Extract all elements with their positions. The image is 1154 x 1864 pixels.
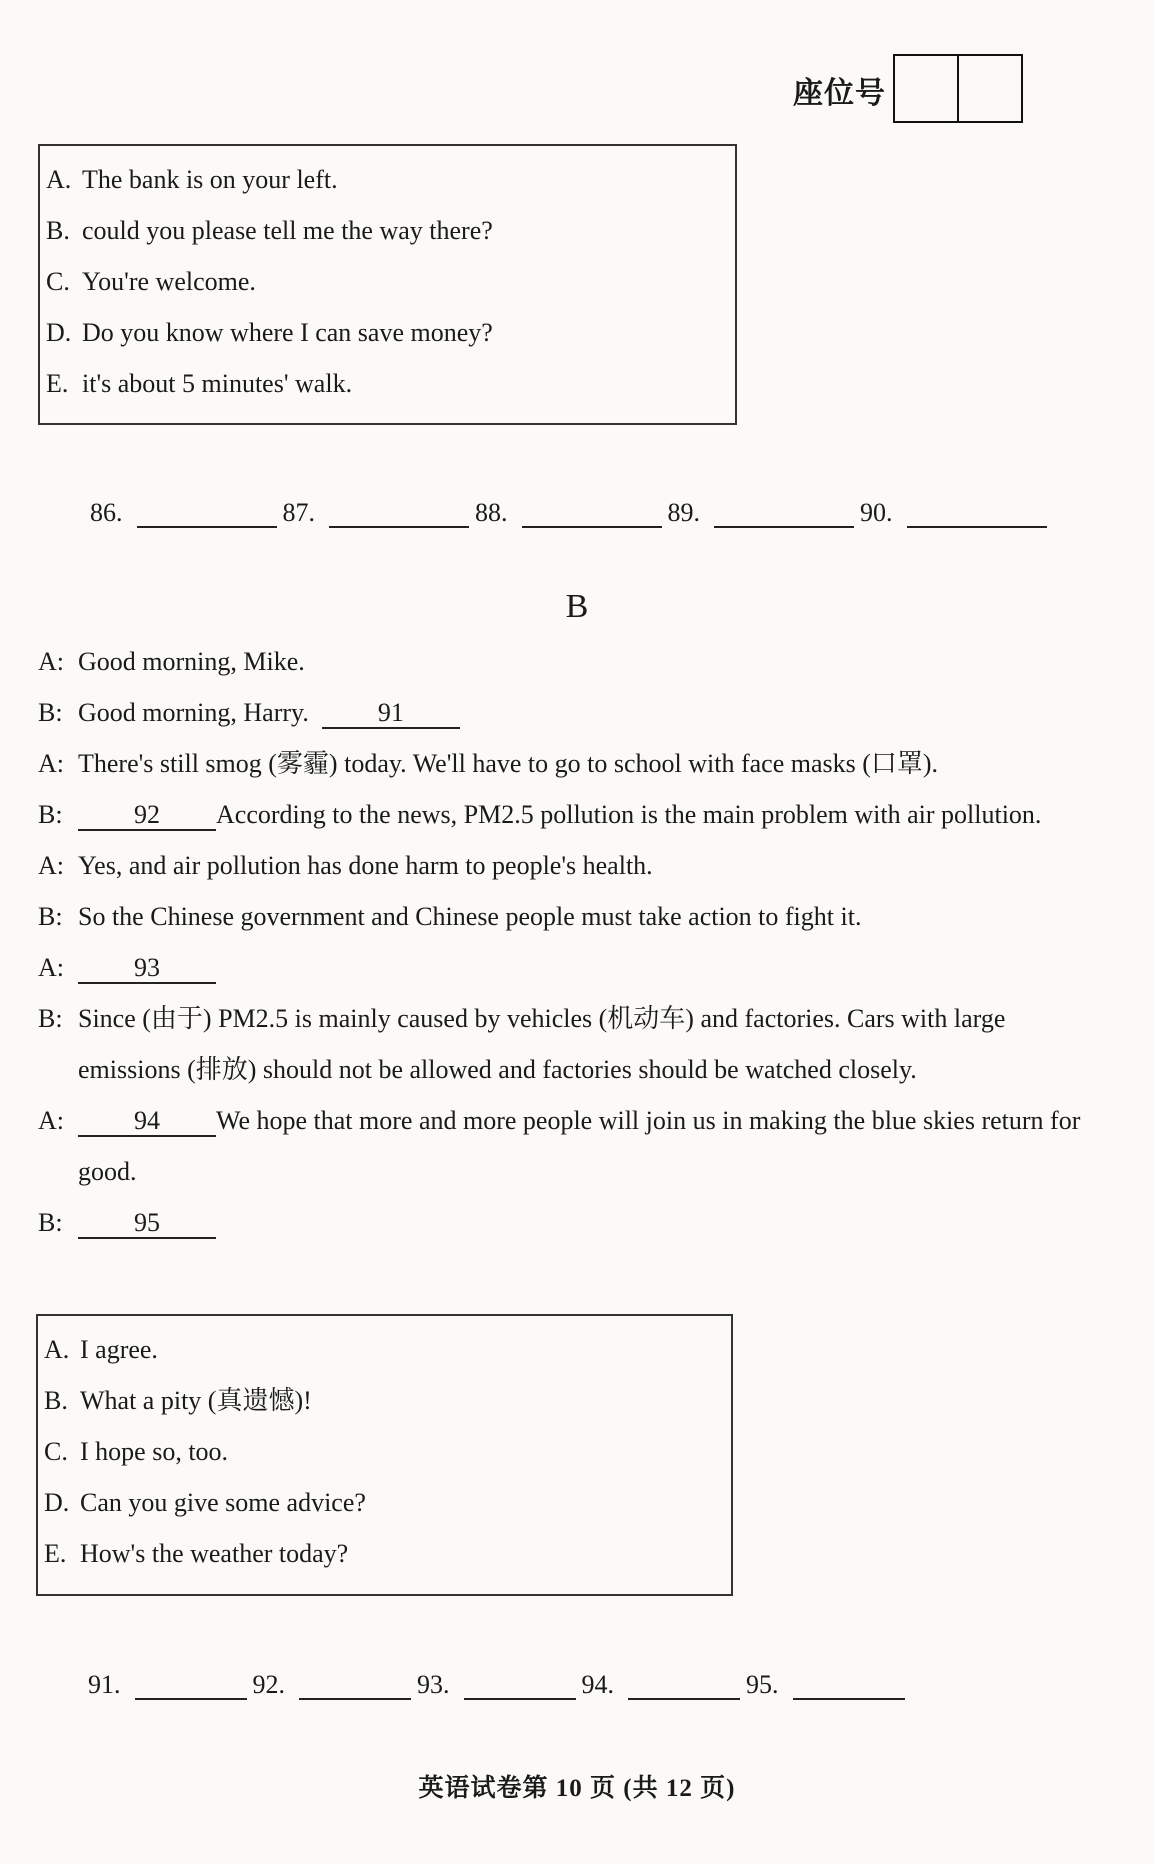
answer-number: 86.	[90, 498, 123, 527]
option-text: could you please tell me the way there?	[82, 216, 493, 245]
dialogue-blank[interactable]: 94	[78, 1107, 216, 1137]
dialogue	[38, 636, 1154, 1248]
answer-number: 89.	[667, 498, 700, 527]
option-row	[44, 1324, 731, 1375]
answer-number: 92.	[252, 1670, 285, 1699]
option-text: How's the weather today?	[80, 1539, 349, 1568]
answer-line-1	[90, 498, 1053, 528]
option-text: it's about 5 minutes' walk.	[82, 369, 353, 398]
answer-number: 93.	[417, 1670, 450, 1699]
line-text: There's still smog (雾霾) today. We'll have to go to school with face masks (口罩).	[78, 749, 939, 778]
answer-blank[interactable]	[299, 1672, 411, 1700]
option-row	[46, 307, 735, 358]
option-letter: D.	[46, 318, 72, 347]
option-row	[46, 358, 735, 409]
option-letter: E.	[44, 1539, 67, 1568]
option-text: What a pity (真遗憾)!	[80, 1386, 312, 1415]
line-text: emissions (排放) should not be allowed and factories should be watched closely.	[78, 1055, 917, 1084]
dialogue-line	[38, 1044, 1154, 1095]
line-text: Since (由于) PM2.5 is mainly caused by vehicles (机动车) and factories. Cars with large	[78, 1004, 1006, 1033]
speaker: B:	[38, 698, 63, 727]
speaker: B:	[38, 800, 63, 829]
seat-number-label: 座位号	[793, 76, 886, 111]
dialogue-line	[38, 1146, 1154, 1197]
option-text: Can you give some advice?	[80, 1488, 366, 1517]
answer-blank[interactable]	[522, 500, 662, 528]
answer-blank[interactable]	[714, 500, 854, 528]
option-text: The bank is on your left.	[82, 165, 338, 194]
dialogue-line	[38, 993, 1154, 1044]
dialogue-line	[38, 942, 1154, 993]
dialogue-line	[38, 1095, 1154, 1146]
line-text: good.	[78, 1157, 137, 1186]
speaker: B:	[38, 902, 63, 931]
option-row	[46, 205, 735, 256]
options-box-a	[38, 144, 737, 425]
line-text: So the Chinese government and Chinese people must take action to fight it.	[78, 902, 862, 931]
speaker: A:	[38, 851, 64, 880]
option-letter: A.	[44, 1335, 70, 1364]
answer-blank[interactable]	[329, 500, 469, 528]
answer-number: 90.	[860, 498, 893, 527]
line-text: Good morning, Mike.	[78, 647, 305, 676]
option-letter: A.	[46, 165, 72, 194]
option-row	[46, 256, 735, 307]
dialogue-line	[38, 687, 1154, 738]
answer-blank[interactable]	[137, 500, 277, 528]
option-text: I agree.	[80, 1335, 158, 1364]
speaker: B:	[38, 1004, 63, 1033]
option-row	[44, 1375, 731, 1426]
dialogue-blank[interactable]: 93	[78, 954, 216, 984]
speaker: A:	[38, 1106, 64, 1135]
answer-blank[interactable]	[628, 1672, 740, 1700]
dialogue-line	[38, 1197, 1154, 1248]
option-letter: D.	[44, 1488, 70, 1517]
dialogue-line	[38, 738, 1154, 789]
option-row	[44, 1528, 731, 1579]
dialogue-blank[interactable]: 95	[78, 1209, 216, 1239]
speaker: B:	[38, 1208, 63, 1237]
options-box-b	[36, 1314, 733, 1596]
line-text: Yes, and air pollution has done harm to people's health.	[78, 851, 653, 880]
seat-number-box[interactable]	[893, 54, 1023, 123]
seat-number-cell[interactable]	[895, 56, 959, 121]
option-row	[44, 1426, 731, 1477]
answer-line-2	[88, 1670, 911, 1700]
answer-number: 88.	[475, 498, 508, 527]
option-letter: C.	[44, 1437, 68, 1466]
answer-number: 94.	[581, 1670, 614, 1699]
speaker: A:	[38, 953, 64, 982]
dialogue-blank[interactable]: 91	[322, 699, 460, 729]
answer-blank[interactable]	[135, 1672, 247, 1700]
section-title: B	[565, 588, 589, 625]
option-letter: B.	[44, 1386, 68, 1415]
seat-number-cell[interactable]	[959, 56, 1021, 121]
answer-blank[interactable]	[907, 500, 1047, 528]
option-letter: E.	[46, 369, 69, 398]
dialogue-blank[interactable]: 92	[78, 801, 216, 831]
option-text: Do you know where I can save money?	[82, 318, 493, 347]
line-text: We hope that more and more people will join us in making the blue skies return for	[216, 1106, 1081, 1135]
answer-number: 91.	[88, 1670, 121, 1699]
dialogue-line	[38, 789, 1154, 840]
speaker: A:	[38, 749, 64, 778]
option-text: You're welcome.	[82, 267, 256, 296]
dialogue-line	[38, 891, 1154, 942]
line-text: According to the news, PM2.5 pollution is the main problem with air pollution.	[216, 800, 1042, 829]
speaker: A:	[38, 647, 64, 676]
dialogue-line	[38, 636, 1154, 687]
option-row	[44, 1477, 731, 1528]
line-text: Good morning, Harry.	[78, 698, 309, 727]
option-text: I hope so, too.	[80, 1437, 229, 1466]
answer-blank[interactable]	[793, 1672, 905, 1700]
answer-number: 95.	[746, 1670, 779, 1699]
answer-blank[interactable]	[464, 1672, 576, 1700]
option-letter: C.	[46, 267, 70, 296]
option-row	[46, 154, 735, 205]
answer-number: 87.	[282, 498, 315, 527]
page-footer: 英语试卷第 10 页 (共 12 页)	[418, 1775, 736, 1802]
option-letter: B.	[46, 216, 70, 245]
dialogue-line	[38, 840, 1154, 891]
